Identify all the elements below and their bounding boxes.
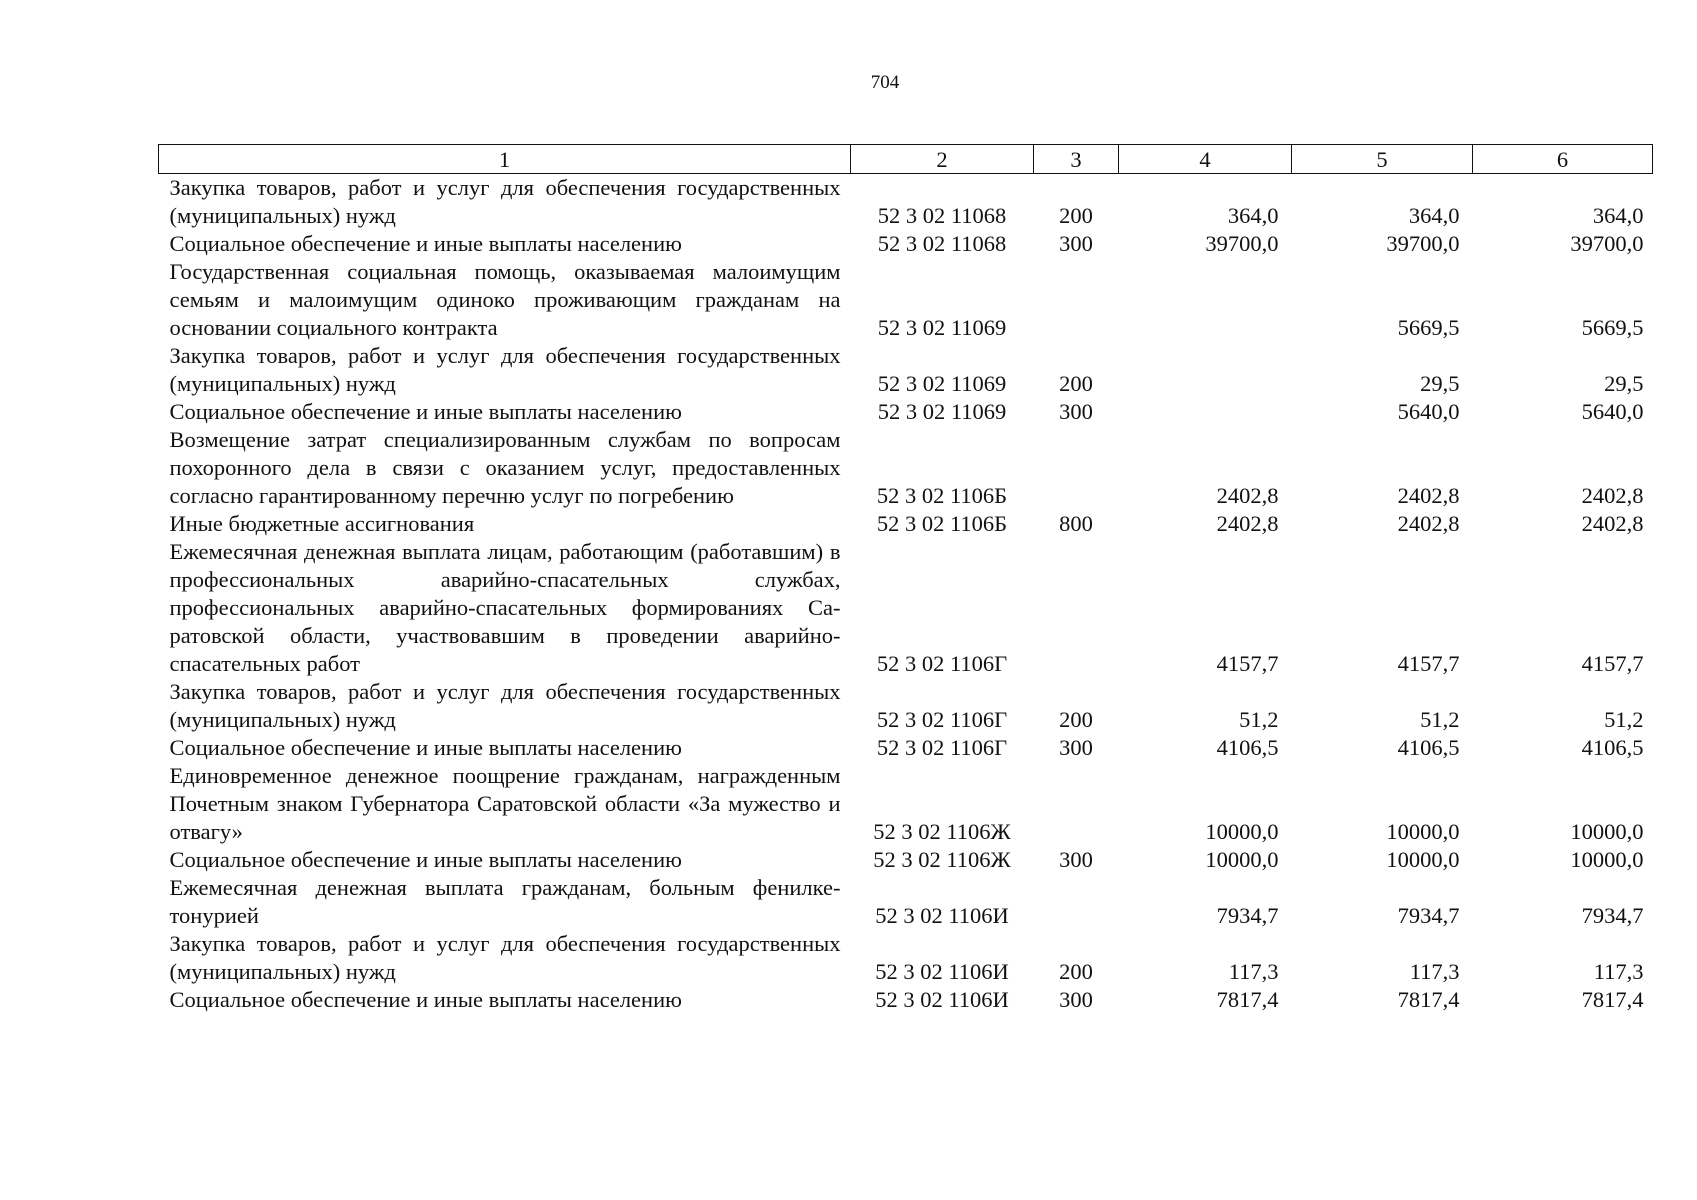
row-code: 52 3 02 11068 bbox=[877, 203, 1007, 228]
row-type: 300 bbox=[1059, 987, 1093, 1012]
row-value-4: 4157,7 bbox=[1216, 651, 1279, 676]
table-row bbox=[159, 342, 1653, 398]
row-type: 300 bbox=[1059, 399, 1093, 424]
row-value-4: 2402,8 bbox=[1216, 483, 1279, 508]
row-type bbox=[1034, 538, 1119, 678]
row-name: Социальное обеспечение и иные выплаты населению bbox=[169, 847, 682, 872]
row-value-4: 7817,4 bbox=[1216, 987, 1279, 1012]
header-row bbox=[159, 145, 1653, 174]
table-row bbox=[159, 762, 1653, 846]
row-type: 200 bbox=[1059, 203, 1093, 228]
row-code: 52 3 02 11069 bbox=[877, 371, 1007, 396]
row-value-5: 51,2 bbox=[1420, 707, 1460, 732]
row-value-4: 51,2 bbox=[1239, 707, 1279, 732]
row-value-4: 10000,0 bbox=[1205, 847, 1279, 872]
table-row bbox=[159, 874, 1653, 930]
row-value-4: 117,3 bbox=[1228, 959, 1279, 984]
row-value-6: 117,3 bbox=[1593, 959, 1644, 984]
table-header bbox=[159, 145, 1653, 174]
table-row bbox=[159, 426, 1653, 510]
row-code: 52 3 02 1106Ж bbox=[873, 847, 1011, 872]
table-row bbox=[159, 258, 1653, 342]
row-value-6: 10000,0 bbox=[1570, 847, 1644, 872]
row-type: 800 bbox=[1059, 511, 1093, 536]
row-value-4: 2402,8 bbox=[1216, 511, 1279, 536]
row-value-4: 10000,0 bbox=[1205, 819, 1279, 844]
column-header-6: 6 bbox=[1473, 145, 1653, 174]
row-code: 52 3 02 1106Г bbox=[876, 651, 1008, 676]
row-value-6: 7934,7 bbox=[1581, 903, 1644, 928]
row-value-6: 5640,0 bbox=[1581, 399, 1644, 424]
row-value-5: 4106,5 bbox=[1397, 735, 1460, 760]
row-name: Единовременное денежное поощрение гражданам, награжденным Почетным знаком Губернатора Саратовской области «За мужество и отвагу» bbox=[169, 763, 841, 844]
row-value-6: 2402,8 bbox=[1581, 511, 1644, 536]
budget-table bbox=[158, 144, 1653, 1014]
row-value-4: 39700,0 bbox=[1205, 231, 1279, 256]
table-row bbox=[159, 398, 1653, 426]
row-type bbox=[1034, 874, 1119, 930]
row-value-5: 7934,7 bbox=[1397, 903, 1460, 928]
row-code: 52 3 02 1106И bbox=[875, 959, 1009, 984]
row-code: 52 3 02 1106Б bbox=[876, 511, 1008, 536]
row-type bbox=[1034, 426, 1119, 510]
row-name: Закупка товаров, работ и услуг для обеспечения государственных (муниципальных) нужд bbox=[169, 679, 841, 732]
row-code: 52 3 02 1106Б bbox=[876, 483, 1008, 508]
row-value-5: 364,0 bbox=[1408, 203, 1460, 228]
row-type bbox=[1034, 258, 1119, 342]
row-value-6: 364,0 bbox=[1592, 203, 1644, 228]
row-value-5: 10000,0 bbox=[1386, 819, 1460, 844]
row-value-4 bbox=[1119, 342, 1292, 398]
table-row bbox=[159, 734, 1653, 762]
row-type: 200 bbox=[1059, 707, 1093, 732]
row-name: Социальное обеспечение и иные выплаты населению bbox=[169, 399, 682, 424]
column-header-1: 1 bbox=[159, 145, 851, 174]
row-value-6: 4106,5 bbox=[1581, 735, 1644, 760]
row-name: Государственная социальная помощь, оказываемая малоимущим семьям и малоимущим одиноко проживающим гражданам на основании социального контракта bbox=[169, 259, 841, 340]
row-value-6: 29,5 bbox=[1604, 371, 1644, 396]
row-name: Закупка товаров, работ и услуг для обеспечения государственных (муниципальных) нужд bbox=[169, 175, 841, 228]
column-header-4: 4 bbox=[1119, 145, 1292, 174]
table-row bbox=[159, 538, 1653, 678]
row-value-6: 10000,0 bbox=[1570, 819, 1644, 844]
row-code: 52 3 02 11069 bbox=[877, 315, 1007, 340]
row-name: Социальное обеспечение и иные выплаты населению bbox=[169, 987, 682, 1012]
row-code: 52 3 02 1106И bbox=[875, 903, 1009, 928]
column-header-5: 5 bbox=[1292, 145, 1473, 174]
row-value-6: 7817,4 bbox=[1581, 987, 1644, 1012]
row-type: 300 bbox=[1059, 847, 1093, 872]
column-header-2: 2 bbox=[851, 145, 1034, 174]
row-value-5: 5669,5 bbox=[1397, 315, 1460, 340]
row-type: 200 bbox=[1059, 959, 1093, 984]
row-code: 52 3 02 1106Г bbox=[876, 735, 1008, 760]
column-header-3: 3 bbox=[1034, 145, 1119, 174]
row-value-6: 5669,5 bbox=[1581, 315, 1644, 340]
row-type: 300 bbox=[1059, 735, 1093, 760]
row-value-6: 39700,0 bbox=[1570, 231, 1644, 256]
table-row bbox=[159, 174, 1653, 231]
table-body bbox=[159, 174, 1653, 1015]
row-value-5: 5640,0 bbox=[1397, 399, 1460, 424]
row-value-5: 10000,0 bbox=[1386, 847, 1460, 872]
row-value-6: 4157,7 bbox=[1581, 651, 1644, 676]
table-row bbox=[159, 986, 1653, 1014]
row-name: Социальное обеспечение и иные выплаты населению bbox=[169, 735, 682, 760]
row-code: 52 3 02 1106Г bbox=[876, 707, 1008, 732]
row-name: Возмещение затрат специализированным службам по вопросам похоронного дела в связи с оказанием услуг, предоставленных согласно гарантированному перечню услуг по погребению bbox=[169, 427, 841, 508]
row-type: 200 bbox=[1059, 371, 1093, 396]
row-value-4 bbox=[1119, 258, 1292, 342]
row-value-5: 2402,8 bbox=[1397, 483, 1460, 508]
row-value-5: 4157,7 bbox=[1397, 651, 1460, 676]
row-value-5: 2402,8 bbox=[1397, 511, 1460, 536]
row-code: 52 3 02 1106Ж bbox=[873, 819, 1011, 844]
row-value-5: 7817,4 bbox=[1397, 987, 1460, 1012]
row-code: 52 3 02 11068 bbox=[877, 231, 1007, 256]
page-number: 704 bbox=[870, 72, 900, 93]
row-name: Ежемесячная денежная выплата гражданам, больным фенилкетонурией bbox=[169, 875, 841, 928]
row-code: 52 3 02 1106И bbox=[875, 987, 1009, 1012]
row-value-5: 117,3 bbox=[1409, 959, 1460, 984]
row-value-4: 364,0 bbox=[1227, 203, 1279, 228]
row-type bbox=[1034, 762, 1119, 846]
row-value-5: 39700,0 bbox=[1386, 231, 1460, 256]
row-name: Закупка товаров, работ и услуг для обеспечения государственных (муниципальных) нужд bbox=[169, 343, 841, 396]
row-value-6: 2402,8 bbox=[1581, 483, 1644, 508]
table-row bbox=[159, 930, 1653, 986]
table-row bbox=[159, 510, 1653, 538]
row-value-4: 7934,7 bbox=[1216, 903, 1279, 928]
row-value-6: 51,2 bbox=[1604, 707, 1644, 732]
row-value-4: 4106,5 bbox=[1216, 735, 1279, 760]
row-value-4 bbox=[1119, 398, 1292, 426]
row-name: Закупка товаров, работ и услуг для обеспечения государственных (муниципальных) нужд bbox=[169, 931, 841, 984]
table-row bbox=[159, 846, 1653, 874]
table-row bbox=[159, 678, 1653, 734]
row-code: 52 3 02 11069 bbox=[877, 399, 1007, 424]
row-name: Социальное обеспечение и иные выплаты населению bbox=[169, 231, 682, 256]
table-row bbox=[159, 230, 1653, 258]
row-type: 300 bbox=[1059, 231, 1093, 256]
row-name: Ежемесячная денежная выплата лицам, работающим (работавшим) в профессиональных аварийно-спасательных службах, профессиональных аварийно-спасательных формированиях Саратовской области, участвовавшим в проведении аварийно-спасательных работ bbox=[169, 539, 841, 676]
row-name: Иные бюджетные ассигнования bbox=[169, 511, 475, 536]
row-value-5: 29,5 bbox=[1420, 371, 1460, 396]
